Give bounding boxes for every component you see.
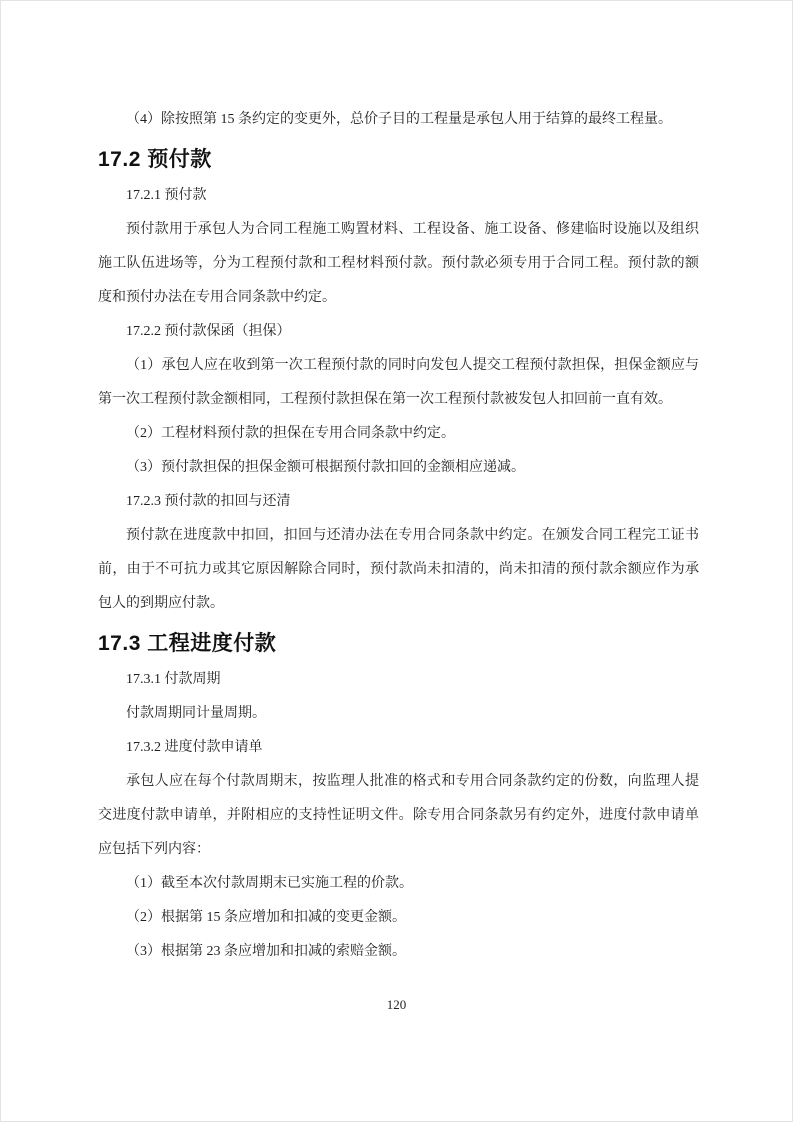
- heading-17-2: 17.2 预付款: [98, 148, 212, 171]
- clause-17-2-3-body: 预付款在进度款中扣回，扣回与还清办法在专用合同条款中约定。在颁发合同工程完工证书前，由于不可抗力或其它原因解除合同时，预付款尚未扣清的，尚未扣清的预付款余额应作为承包人的到期应付款。: [98, 528, 699, 611]
- clause-17-2-1-body: 预付款用于承包人为合同工程施工购置材料、工程设备、施工设备、修建临时设施以及组织施工队伍进场等，分为工程预付款和工程材料预付款。预付款必须专用于合同工程。预付款的额度和预付办法在专用合同条款中约定。: [98, 222, 699, 305]
- clause-17-3-1-body: 付款周期同计量周期。: [126, 706, 266, 721]
- clause-17-2-2-item-2: （2）工程材料预付款的担保在专用合同条款中约定。: [126, 426, 455, 441]
- clause-17-2-2-title: 17.2.2 预付款保函（担保）: [126, 324, 291, 339]
- clause-item-4: （4）除按照第 15 条约定的变更外，总价子目的工程量是承包人用于结算的最终工程量。: [126, 112, 672, 127]
- page-number: 120: [386, 997, 407, 1012]
- clause-17-3-2-body: 承包人应在每个付款周期末，按监理人批准的格式和专用合同条款约定的份数，向监理人提交进度付款申请单，并附相应的支持性证明文件。除专用合同条款另有约定外，进度付款申请单应包括下列内容：: [98, 774, 699, 857]
- document-content: [98, 103, 699, 969]
- clause-17-2-2-item-3: （3）预付款担保的担保金额可根据预付款扣回的金额相应递减。: [126, 460, 525, 475]
- clause-17-2-3-title: 17.2.3 预付款的扣回与还清: [126, 494, 291, 509]
- clause-17-2-1-title: 17.2.1 预付款: [126, 188, 207, 203]
- clause-17-3-2-item-2: （2）根据第 15 条应增加和扣减的变更金额。: [126, 910, 406, 925]
- clause-17-3-1-title: 17.3.1 付款周期: [126, 672, 221, 687]
- clause-17-3-2-item-1: （1）截至本次付款周期末已实施工程的价款。: [126, 876, 413, 891]
- clause-17-3-2-item-3: （3）根据第 23 条应增加和扣减的索赔金额。: [126, 944, 406, 959]
- clause-17-3-2-title: 17.3.2 进度付款申请单: [126, 740, 263, 755]
- heading-17-3: 17.3 工程进度付款: [98, 632, 277, 655]
- clause-17-2-2-item-1: （1）承包人应在收到第一次工程预付款的同时向发包人提交工程预付款担保，担保金额应与第一次工程预付款金额相同，工程预付款担保在第一次工程预付款被发包人扣回前一直有效。: [98, 358, 699, 407]
